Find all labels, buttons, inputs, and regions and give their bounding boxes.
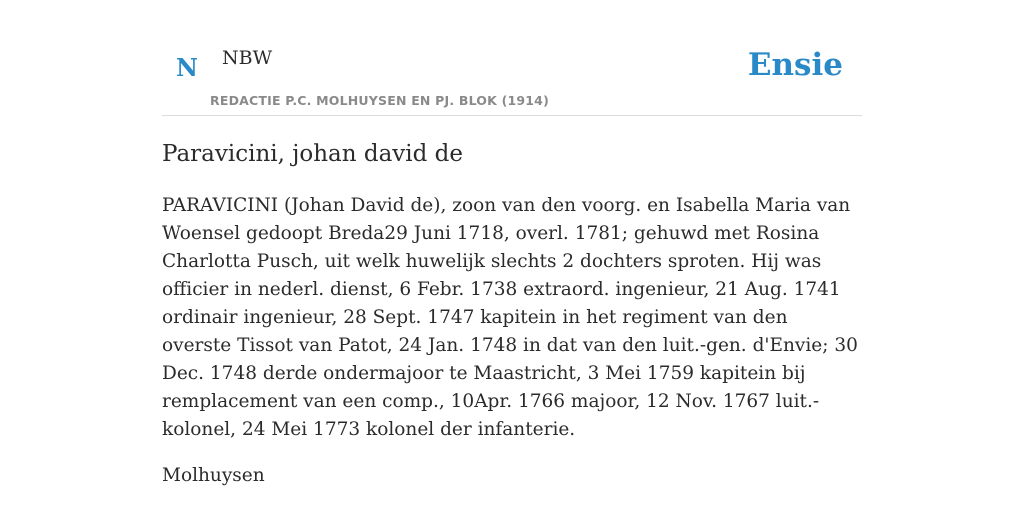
article: [162, 138, 862, 490]
article-author: Molhuysen: [162, 465, 265, 486]
article-body: PARAVICINI (Johan David de), zoon van den voorg. en Isabella Maria van Woensel gedoopt Breda29 Juni 1718, overl. 1781; gehuwd met Rosina Charlotta Pusch, uit welk huwelijk slechts 2 dochters sproten. Hij was officier in nederl. dienst, 6 Febr. 1738 extraord. ingenieur, 21 Aug. 1741 ordinair ingenieur, 28 Sept. 1747 kapitein in het regiment van den overste Tissot van Patot, 24 Jan. 1748 in dat van den luit.-gen. d'Envie; 30 Dec. 1748 derde ondermajoor te Maastricht, 3 Mei 1759 kapitein bij remplacement van een comp., 10Apr. 1766 majoor, 12 Nov. 1767 luit.-kolonel, 24 Mei 1773 kolonel der infanterie.: [162, 195, 858, 440]
source-editor-line: REDACTIE P.C. MOLHUYSEN EN PJ. BLOK (1914): [210, 93, 549, 108]
source-logo[interactable]: N: [176, 53, 198, 82]
source-name[interactable]: NBW: [222, 47, 273, 69]
ensie-logo[interactable]: Ensie: [747, 47, 843, 83]
article-title: Paravicini, johan david de: [162, 141, 464, 167]
page-header: [162, 0, 862, 116]
